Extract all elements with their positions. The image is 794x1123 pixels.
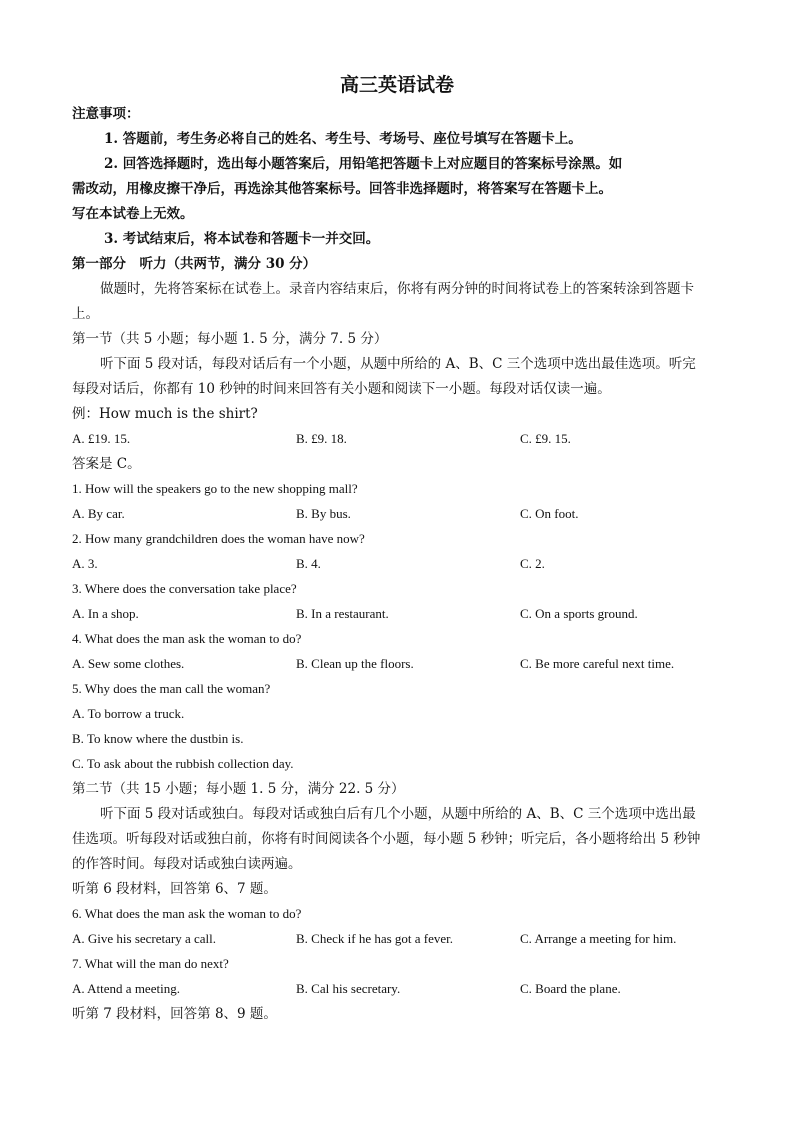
q1-option-a: A. By car. [72, 506, 125, 521]
q4-option-a: A. Sew some clothes. [72, 656, 185, 671]
notice-item-1: 1. 答题前，考生务必将自己的姓名、考生号、考场号、座位号填写在答题卡上。 [104, 131, 582, 147]
material-6-instruction: 听第 6 段材料，回答第 6、7 题。 [72, 881, 277, 897]
section2-intro-line-3: 的作答时间。每段对话或独白读两遍。 [72, 856, 302, 872]
q5-option-b: B. To know where the dustbin is. [72, 731, 244, 746]
example-option-a: A. £19. 15. [72, 431, 131, 446]
q6-option-c: C. Arrange a meeting for him. [520, 931, 677, 946]
example-question: 例：How much is the shirt? [72, 406, 258, 422]
q2-option-b: B. 4. [296, 556, 321, 571]
section1-intro-line-2: 每段对话后，你都有 10 秒钟的时间来回答有关小题和阅读下一小题。每段对话仅读一遍。 [72, 381, 611, 397]
question-5: 5. Why does the man call the woman? [72, 681, 271, 696]
section2-intro-line-1: 听下面 5 段对话或独白。每段对话或独白后有几个小题，从题中所给的 A、B、C 三个选项中选出最 [100, 806, 696, 822]
notice-heading: 注意事项： [72, 106, 140, 122]
q3-option-c: C. On a sports ground. [520, 606, 638, 621]
example-option-b: B. £9. 18. [296, 431, 347, 446]
q7-option-a: A. Attend a meeting. [72, 981, 180, 996]
q1-option-c: C. On foot. [520, 506, 579, 521]
section2-heading: 第二节（共 15 小题；每小题 1. 5 分，满分 22. 5 分） [72, 781, 405, 797]
material-7-instruction: 听第 7 段材料，回答第 8、9 题。 [72, 1006, 277, 1022]
question-2: 2. How many grandchildren does the woman have now? [72, 531, 365, 546]
page-title: 高三英语试卷 [339, 74, 454, 96]
notice-item-2-line-1: 2. 回答选择题时，选出每小题答案后，用铅笔把答题卡上对应题目的答案标号涂黑。如 [104, 156, 623, 172]
q3-option-a: A. In a shop. [72, 606, 139, 621]
q7-option-b: B. Cal his secretary. [296, 981, 401, 996]
question-1: 1. How will the speakers go to the new shopping mall? [72, 481, 358, 496]
question-6: 6. What does the man ask the woman to do? [72, 906, 302, 921]
question-4: 4. What does the man ask the woman to do? [72, 631, 302, 646]
q2-option-c: C. 2. [520, 556, 545, 571]
q5-option-c: C. To ask about the rubbish collection day. [72, 756, 294, 771]
notice-item-2-line-3: 写在本试卷上无效。 [72, 206, 194, 222]
q6-option-a: A. Give his secretary a call. [72, 931, 217, 946]
q5-option-a: A. To borrow a truck. [72, 706, 185, 721]
notice-item-2-line-2: 需改动，用橡皮擦干净后，再选涂其他答案标号。回答非选择题时，将答案写在答题卡上。 [72, 181, 612, 197]
example-option-c: C. £9. 15. [520, 431, 571, 446]
q6-option-b: B. Check if he has got a fever. [296, 931, 454, 946]
part1-intro-line-1: 做题时，先将答案标在试卷上。录音内容结束后，你将有两分钟的时间将试卷上的答案转涂到答题卡 [100, 281, 694, 297]
q1-option-b: B. By bus. [296, 506, 351, 521]
section2-intro-line-2: 佳选项。听每段对话或独白前，你将有时间阅读各个小题，每小题 5 秒钟；听完后，各小题将给出 5 秒钟 [72, 831, 701, 847]
section1-heading: 第一节（共 5 小题；每小题 1. 5 分，满分 7. 5 分） [72, 331, 388, 347]
q2-option-a: A. 3. [72, 556, 98, 571]
q4-option-c: C. Be more careful next time. [520, 656, 675, 671]
section1-intro-line-1: 听下面 5 段对话，每段对话后有一个小题，从题中所给的 A、B、C 三个选项中选出最佳选项。听完 [100, 356, 696, 372]
q7-option-c: C. Board the plane. [520, 981, 621, 996]
part1-intro-line-2: 上。 [72, 306, 99, 322]
notice-item-3: 3. 考试结束后，将本试卷和答题卡一并交回。 [104, 231, 380, 247]
question-3: 3. Where does the conversation take place? [72, 581, 297, 596]
q4-option-b: B. Clean up the floors. [296, 656, 414, 671]
q3-option-b: B. In a restaurant. [296, 606, 389, 621]
example-answer: 答案是 C。 [72, 456, 141, 472]
question-7: 7. What will the man do next? [72, 956, 229, 971]
part1-heading: 第一部分 听力（共两节，满分 30 分） [72, 256, 317, 272]
